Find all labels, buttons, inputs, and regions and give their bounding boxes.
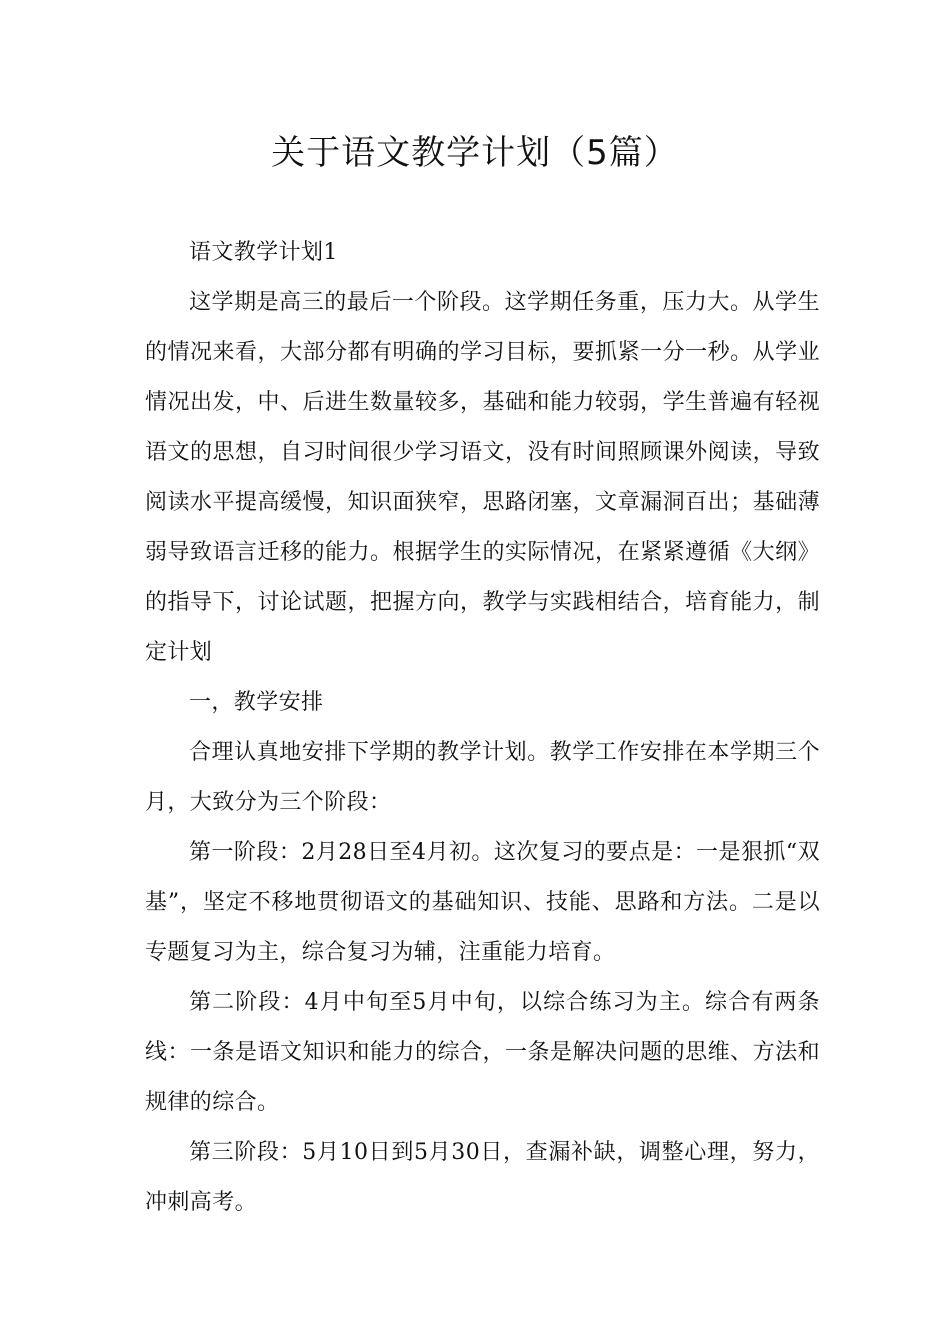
section-heading: 语文教学计划1 bbox=[189, 240, 338, 265]
paragraph: 这学期是高三的最后一个阶段。这学期任务重，压力大。从学生的情况来看，大部分都有明确的学习目标，要抓紧一分一秒。从学业情况出发，中、后进生数量较多，基础和能力较弱，学生普遍有轻视语文的思想，自习时间很少学习语文，没有时间照顾课外阅读，导致阅读水平提高缓慢，知识面狭窄，思路闭塞，文章漏洞百出；基础薄弱导致语言迁移的能力。根据学生的实际情况，在紧紧遵循《大纲》的指导下，讨论试题，把握方向，教学与实践相结合，培育能力，制定计划 bbox=[145, 290, 820, 665]
section-heading: 一，教学安排 bbox=[189, 690, 324, 715]
paragraph: 第二阶段：4月中旬至5月中旬，以综合练习为主。综合有两条线：一条是语文知识和能力的综合，一条是解决问题的思维、方法和规律的综合。 bbox=[145, 990, 820, 1115]
document-body bbox=[145, 228, 820, 1228]
paragraph: 合理认真地安排下学期的教学计划。教学工作安排在本学期三个月，大致分为三个阶段： bbox=[145, 740, 820, 815]
paragraph: 第三阶段：5月10日到5月30日，查漏补缺，调整心理，努力，冲刺高考。 bbox=[145, 1140, 820, 1215]
document-title: 关于语文教学计划（5篇） bbox=[271, 133, 679, 173]
paragraph: 第一阶段：2月28日至4月初。这次复习的要点是：一是狠抓“双基”，坚定不移地贯彻语文的基础知识、技能、思路和方法。二是以专题复习为主，综合复习为辅，注重能力培育。 bbox=[145, 840, 820, 965]
